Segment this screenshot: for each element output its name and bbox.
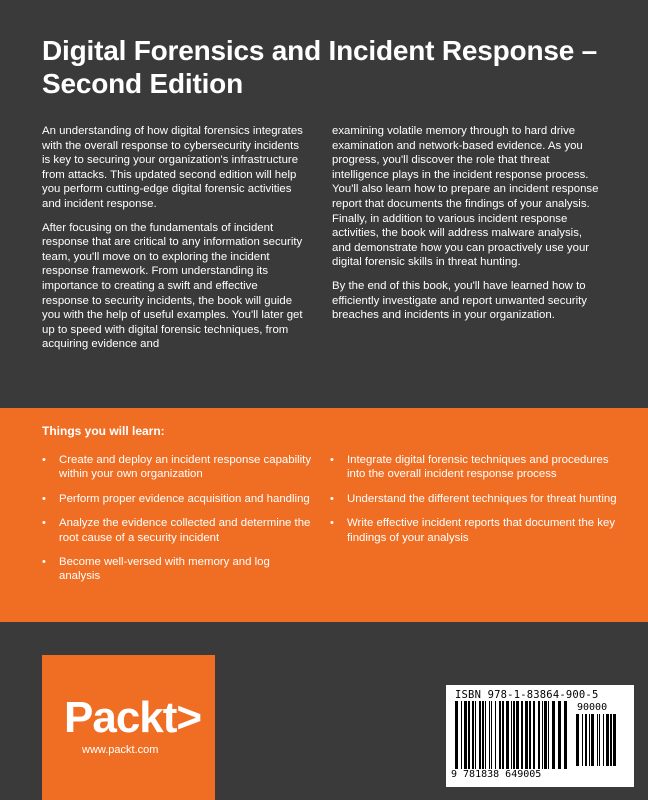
learn-list-item	[42, 516, 312, 545]
description-paragraph: examining volatile memory through to hard drive examination and network-based evidence. As you progress, you'll discover the role that threat intelligence plays in the incident response process. You'll also learn how to prepare an incident response report that documents the findings of your analysis. Finally, in addition to various incident response activities, the book will address malware analysis, and demonstrate how you can proactively use your digital forensic skills in threat hunting.	[332, 125, 599, 269]
barcode-bar	[558, 701, 561, 769]
barcode-bar	[533, 701, 535, 769]
learn-list-right	[330, 453, 625, 555]
barcode-bar	[491, 701, 492, 769]
publisher-url: www.packt.com	[82, 744, 159, 756]
barcode-bar	[482, 701, 484, 769]
barcode-bar	[603, 714, 604, 766]
bullet-icon: •	[330, 454, 334, 466]
barcode-bar	[489, 701, 490, 769]
learn-list-item	[42, 492, 312, 506]
barcode-bar	[542, 701, 543, 769]
barcode-bar	[613, 714, 616, 766]
barcode-bars	[453, 701, 571, 769]
book-title: Digital Forensics and Incident Response – Second Edition	[42, 35, 598, 99]
learn-item-text: Integrate digital forensic techniques and procedures into the overall incident response process	[347, 454, 609, 481]
barcode-bar	[589, 714, 590, 766]
bullet-icon: •	[330, 517, 334, 530]
barcode-bar	[495, 701, 496, 769]
barcode-bar	[479, 701, 481, 769]
barcode-bar	[582, 714, 583, 766]
barcode-bar	[597, 714, 598, 766]
learn-list-item	[330, 516, 625, 545]
addon-barcode-bars	[574, 714, 622, 769]
barcode-bar	[529, 701, 531, 769]
barcode-digits: 9 781838 649005	[451, 769, 542, 780]
bullet-icon: •	[42, 556, 46, 569]
publisher-logo-box	[42, 655, 215, 800]
barcode-bar	[468, 701, 470, 769]
barcode-bar	[472, 701, 474, 769]
barcode-bar	[506, 701, 509, 769]
barcode-bar	[511, 701, 512, 769]
barcode-bar	[552, 701, 555, 769]
learn-list-item	[42, 453, 312, 482]
bullet-icon: •	[42, 454, 46, 466]
learn-list-item	[330, 492, 625, 506]
learn-heading: Things you will learn:	[42, 424, 165, 438]
barcode-bar	[513, 701, 515, 769]
learn-item-text: Understand the different techniques for threat hunting	[347, 492, 617, 505]
description-paragraph: After focusing on the fundamentals of incident response that are critical to any information security team, you'll move on to exploring the incident response framework. From understanding its importance to creating a swift and effective response to security incidents, the book will guide you with the help of useful examples. You'll later get up to speed with digital forensic techniques, from acquiring evidence and	[42, 221, 303, 351]
barcode-bar	[516, 701, 519, 769]
barcode-bar	[610, 714, 612, 766]
barcode-bar	[502, 701, 504, 769]
barcode-bar	[464, 701, 467, 769]
learn-item-text: Analyze the evidence collected and determine the root cause of a security incident	[59, 517, 311, 544]
barcode-bar	[564, 701, 567, 769]
barcode-bar	[525, 701, 528, 769]
barcode-bar	[591, 714, 594, 766]
barcode-bar	[538, 701, 540, 769]
learn-item-text: Become well-versed with memory and log analysis	[59, 556, 270, 583]
barcode-bar	[485, 701, 486, 769]
barcode-bar	[499, 701, 501, 769]
bullet-icon: •	[42, 492, 46, 505]
barcode-bar	[599, 714, 600, 766]
barcode-bar	[544, 701, 547, 769]
description-paragraph: By the end of this book, you'll have learned how to efficiently investigate and report unwanted security breaches and incidents in your organization.	[332, 279, 587, 322]
learn-item-text: Perform proper evidence acquisition and handling	[59, 492, 310, 505]
barcode-bar	[461, 701, 462, 769]
barcode-bar	[606, 714, 609, 766]
learn-list-item	[42, 555, 312, 584]
learn-list-left	[42, 453, 312, 594]
isbn-barcode	[446, 685, 634, 787]
learn-list-item	[330, 453, 625, 482]
description-right-column	[332, 124, 604, 332]
packt-logo: Packt>	[64, 693, 202, 742]
barcode-bar	[475, 701, 476, 769]
learn-item-text: Create and deploy an incident response capability within your own organization	[59, 454, 312, 481]
learn-item-text: Write effective incident reports that document the key findings of your analysis	[347, 517, 616, 544]
barcode-bar	[521, 701, 523, 769]
barcode-bar	[455, 701, 458, 769]
barcode-bar	[548, 701, 549, 769]
description-left-column	[42, 124, 306, 361]
bullet-icon: •	[330, 492, 334, 505]
barcode-bar	[576, 714, 579, 766]
description-paragraph: An understanding of how digital forensics integrates with the overall response to cybersecurity incidents is key to securing your organization's infrastructure from attacks. This updated second edition will help you perform cutting-edge digital forensic activities and incident response.	[42, 125, 303, 210]
isbn-text: ISBN 978-1-83864-900-5	[455, 689, 599, 701]
price-code: 90000	[577, 702, 608, 713]
bullet-icon: •	[42, 517, 46, 530]
barcode-bar	[585, 714, 587, 766]
